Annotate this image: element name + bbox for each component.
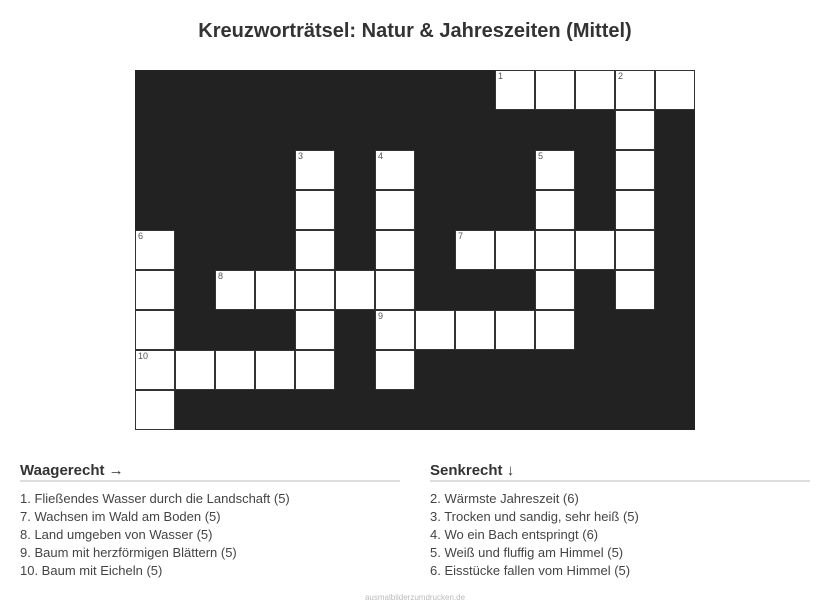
crossword-cell[interactable] [575, 70, 615, 110]
crossword-cell[interactable] [455, 310, 495, 350]
crossword-cell[interactable] [215, 270, 255, 310]
crossword-cell[interactable] [135, 270, 175, 310]
crossword-cell[interactable] [215, 350, 255, 390]
crossword-cell[interactable] [295, 310, 335, 350]
crossword-cell[interactable] [135, 310, 175, 350]
crossword-cell[interactable] [535, 150, 575, 190]
crossword-cell[interactable] [535, 310, 575, 350]
crossword-cell[interactable] [295, 230, 335, 270]
crossword-cell[interactable] [255, 270, 295, 310]
crossword-cell[interactable] [495, 310, 535, 350]
crossword-grid [135, 70, 695, 430]
footer-credit: ausmalbilderzumdrucken.de [364, 593, 466, 602]
crossword-cell[interactable] [615, 150, 655, 190]
crossword-cell[interactable] [375, 190, 415, 230]
crossword-cell[interactable] [535, 270, 575, 310]
crossword-cell[interactable] [295, 350, 335, 390]
crossword-cell[interactable] [375, 310, 415, 350]
crossword-cell[interactable] [615, 270, 655, 310]
crossword-cell[interactable] [255, 350, 295, 390]
down-clue: 6. Eisstücke fallen vom Himmel (5) [430, 563, 631, 578]
down-clue: 3. Trocken und sandig, sehr heiß (5) [430, 509, 639, 524]
crossword-cell[interactable] [535, 70, 575, 110]
across-clue: 9. Baum mit herzförmigen Blättern (5) [20, 545, 237, 560]
down-clue: 4. Wo ein Bach entspringt (6) [430, 527, 599, 542]
clue-number: 1 [498, 71, 504, 81]
across-clues [20, 462, 400, 580]
crossword-cell[interactable] [135, 350, 175, 390]
crossword-cell[interactable] [455, 230, 495, 270]
crossword-cell[interactable] [295, 150, 335, 190]
clue-number: 5 [538, 151, 544, 161]
crossword-cell[interactable] [375, 270, 415, 310]
clue-number: 3 [298, 151, 304, 161]
clue-number: 10 [138, 351, 149, 361]
crossword-cell[interactable] [135, 230, 175, 270]
clue-number: 9 [378, 311, 384, 321]
crossword-cell[interactable] [655, 70, 695, 110]
across-clue: 10. Baum mit Eicheln (5) [20, 563, 163, 578]
page-title: Kreuzworträtsel: Natur & Jahreszeiten (Mittel) [198, 20, 632, 42]
across-clue: 8. Land umgeben von Wasser (5) [20, 527, 213, 542]
clue-number: 4 [378, 151, 384, 161]
crossword-cell[interactable] [135, 390, 175, 430]
down-clue-list [430, 490, 810, 580]
crossword-cell[interactable] [535, 190, 575, 230]
crossword-cell[interactable] [375, 150, 415, 190]
across-heading: Waagerecht → [20, 462, 400, 482]
down-clue: 5. Weiß und fluffig am Himmel (5) [430, 545, 624, 560]
crossword-cell[interactable] [295, 270, 335, 310]
crossword-cell[interactable] [295, 190, 335, 230]
down-clue: 2. Wärmste Jahreszeit (6) [430, 491, 579, 506]
crossword-cell[interactable] [615, 190, 655, 230]
crossword-cell[interactable] [375, 350, 415, 390]
clue-number: 6 [138, 231, 144, 241]
clue-number: 7 [458, 231, 464, 241]
crossword-cell[interactable] [615, 230, 655, 270]
crossword-cell[interactable] [495, 70, 535, 110]
crossword-cell[interactable] [335, 270, 375, 310]
crossword-cell[interactable] [575, 230, 615, 270]
crossword-cell[interactable] [375, 230, 415, 270]
across-clue: 7. Wachsen im Wald am Boden (5) [20, 509, 221, 524]
down-clues [430, 462, 810, 580]
crossword-cell[interactable] [175, 350, 215, 390]
crossword-cell[interactable] [415, 310, 455, 350]
crossword-cell[interactable] [615, 70, 655, 110]
down-heading: Senkrecht ↓ [430, 462, 810, 482]
across-clue: 1. Fließendes Wasser durch die Landschaft (5) [20, 491, 290, 506]
crossword-cell[interactable] [495, 230, 535, 270]
crossword-cell[interactable] [535, 230, 575, 270]
crossword-cell[interactable] [615, 110, 655, 150]
clue-number: 8 [218, 271, 224, 281]
across-clue-list [20, 490, 400, 580]
clue-number: 2 [618, 71, 624, 81]
